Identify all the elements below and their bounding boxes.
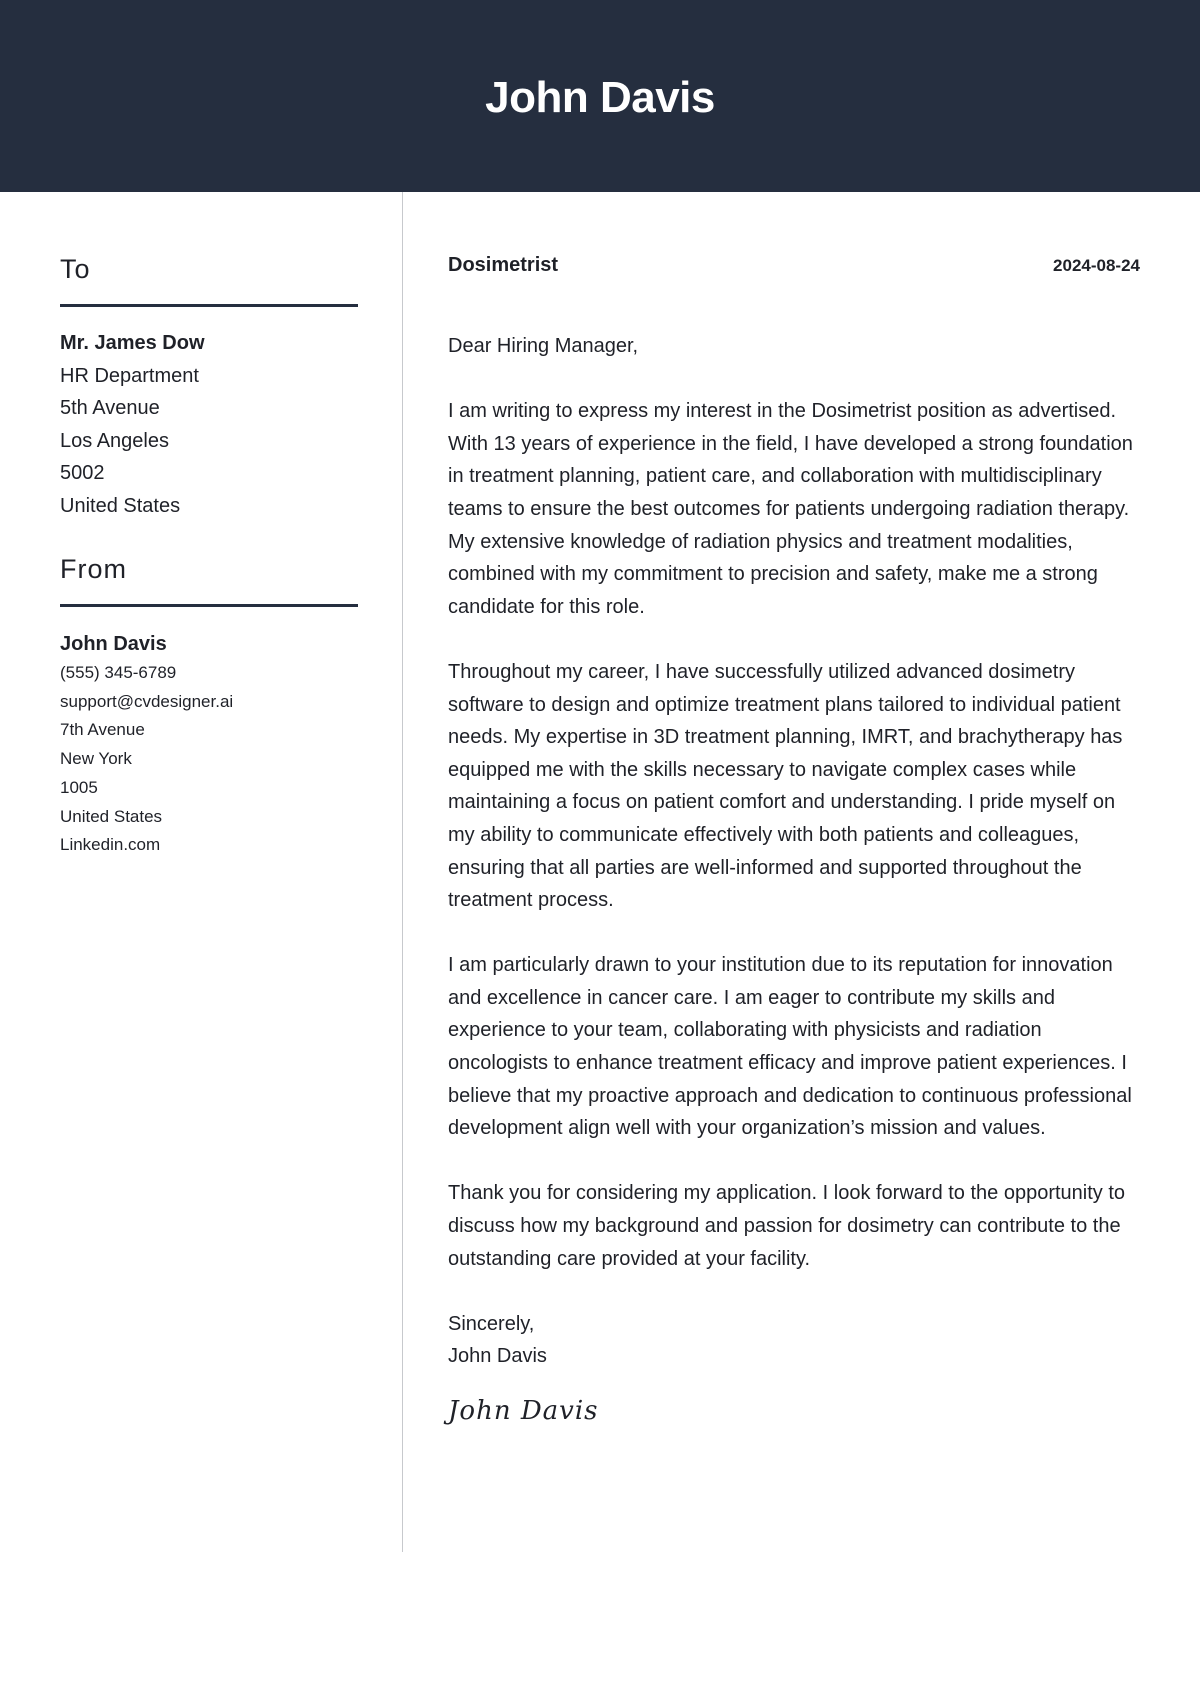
sender-name: John Davis	[60, 633, 167, 655]
recipient-name: Mr. James Dow	[60, 332, 205, 354]
sender-phone: (555) 345-6789	[60, 663, 177, 682]
sender-street: 7th Avenue	[60, 720, 145, 740]
sender-linkedin: Linkedin.com	[60, 835, 161, 855]
recipient-address	[60, 327, 358, 523]
sender-country: United States	[60, 806, 163, 826]
sender-contact	[60, 659, 358, 860]
job-title: Dosimetrist	[448, 254, 559, 276]
header-banner	[0, 0, 1200, 192]
recipient-zip: 5002	[60, 462, 105, 485]
recipient-city: Los Angeles	[60, 429, 169, 452]
column-divider	[402, 192, 403, 1552]
sender-city: New York	[60, 749, 132, 769]
sender-email: support@cvdesigner.ai	[60, 691, 234, 711]
paragraph: I am particularly drawn to your institution due to its reputation for innovation and excellence in cancer care. I am eager to contribute my skills and experience to your team, collaborating with physicists and radiation oncologists to enhance treatment efficacy and improve patient experiences. I believe that my proactive approach and dedication to continuous professional development align well with your organization’s mission and values.	[448, 954, 1132, 1140]
letter-text	[448, 330, 1140, 1428]
paragraph: Thank you for considering my application. I look forward to the opportunity to discuss how my background and passion for dosimetry can contribute to the outstanding care provided at your facility.	[448, 1182, 1126, 1270]
recipient-department: HR Department	[60, 364, 199, 387]
closing-name: John Davis	[448, 1345, 547, 1368]
recipient-street: 5th Avenue	[60, 397, 160, 420]
letter-date: 2024-08-24	[1053, 256, 1140, 275]
greeting: Dear Hiring Manager,	[448, 335, 639, 357]
recipient-section	[60, 254, 358, 523]
sender-zip: 1005	[60, 777, 98, 797]
closing: Sincerely,	[448, 1312, 535, 1335]
sender-section	[60, 554, 358, 860]
sender-section-title: From	[60, 554, 127, 584]
paragraph: Throughout my career, I have successfully utilized advanced dosimetry software to design and optimize treatment plans tailored to individual patient needs. My expertise in 3D treatment planning, IMRT, and brachytherapy has equipped me with the skills necessary to navigate complex cases while maintaining a focus on patient comfort and understanding. I pride myself on my ability to communicate effectively with both patients and colleagues, ensuring that all parties are well-informed and supported throughout the treatment process.	[448, 660, 1123, 912]
recipient-section-title: To	[60, 254, 91, 284]
recipient-divider	[60, 304, 358, 307]
sender-divider	[60, 604, 358, 607]
signature: John Davis	[448, 1396, 599, 1426]
recipient-country: United States	[60, 494, 181, 517]
applicant-name: John Davis	[485, 73, 715, 122]
letter-topline	[448, 254, 1140, 277]
paragraph: I am writing to express my interest in the Dosimetrist position as advertised. With 13 years of experience in the field, I have developed a strong foundation in treatment planning, patient care, and collaboration with multidisciplinary teams to ensure the best outcomes for patients undergoing radiation therapy. My extensive knowledge of radiation physics and treatment modalities, combined with my commitment to precision and safety, make me a strong candidate for this role.	[448, 400, 1133, 618]
